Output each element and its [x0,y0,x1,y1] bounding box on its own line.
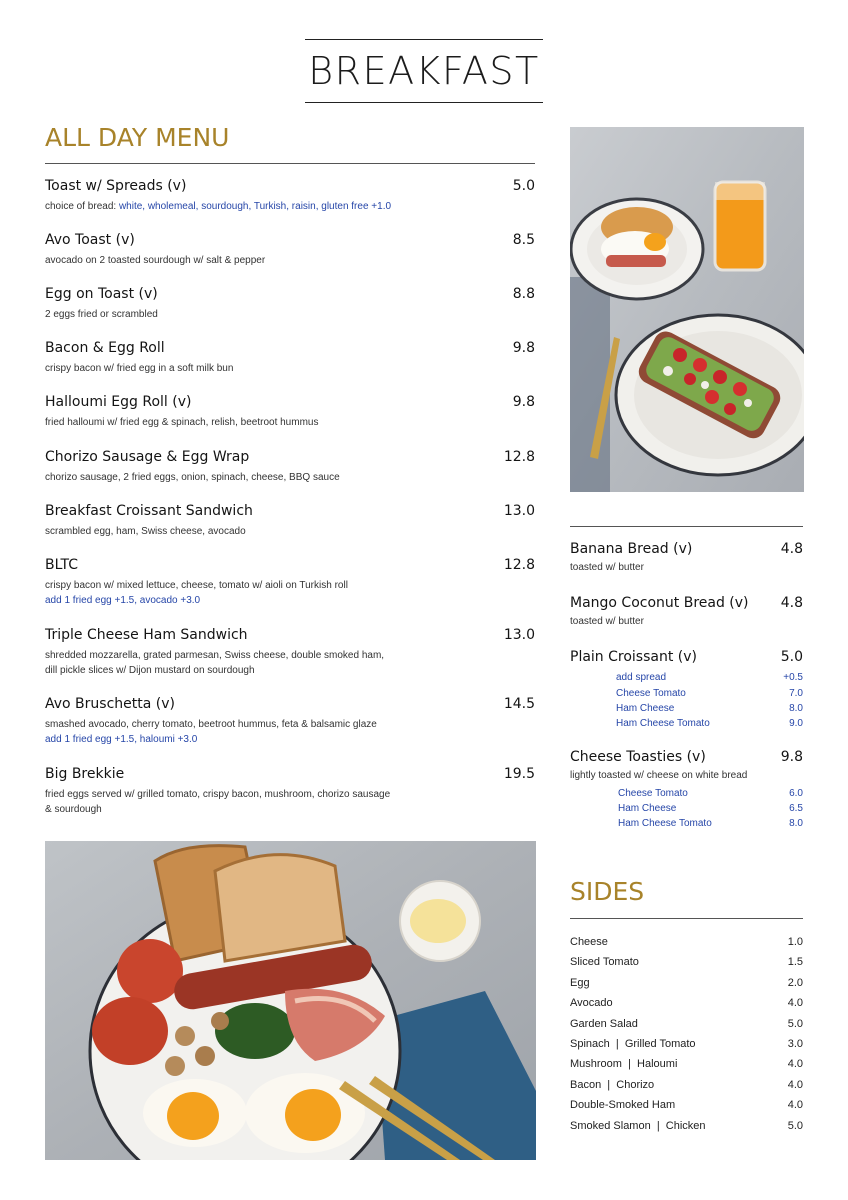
menu-item [45,449,535,485]
menu-item [45,627,535,678]
side-item [570,1099,803,1119]
menu-item-addons: add 1 fried egg +1.5, avocado +3.0 [45,595,201,606]
menu-item-name: Cheese Toasties (v) [570,749,706,765]
heading-divider [45,163,535,164]
menu-item-desc: chorizo sausage, 2 fried eggs, onion, spinach, cheese, BBQ sauce [45,472,340,483]
menu-item-price: 8.5 [512,232,535,248]
side-item [570,1038,803,1058]
menu-item-price: 8.8 [512,286,535,302]
menu-item-name: Halloumi Egg Roll (v) [45,394,192,410]
side-price: 4.0 [787,1058,803,1071]
menu-item-desc: scrambled egg, ham, Swiss cheese, avocado [45,526,246,537]
menu-item [570,649,803,665]
side-price: 4.0 [787,1099,803,1112]
side-item [570,956,803,976]
menu-item-desc: lightly toasted w/ cheese on white bread [570,770,748,781]
sub-option [616,718,803,732]
menu-item-desc: crispy bacon w/ fried egg in a soft milk bun [45,363,234,374]
menu-item-desc: fried halloumi w/ fried egg & spinach, relish, beetroot hummus [45,417,319,428]
menu-item-name: Triple Cheese Ham Sandwich [45,627,248,643]
side-price: 4.0 [787,1078,803,1091]
sub-option [616,703,803,717]
sub-option-price: 8.0 [789,703,803,714]
menu-item-desc [45,648,535,678]
menu-item-desc: 2 eggs fried or scrambled [45,309,158,320]
side-name: Cheese [570,936,608,948]
menu-item-desc: smashed avocado, cherry tomato, beetroot hummus, feta & balsamic glaze [45,719,377,730]
sub-option [618,788,803,802]
menu-item-name: BLTC [45,557,78,573]
menu-item [45,340,535,376]
menu-item-price: 9.8 [512,394,535,410]
menu-item-price: 13.0 [503,503,535,519]
menu-item-price: 14.5 [503,696,535,712]
menu-item [45,766,535,817]
bread-options: white, wholemeal, sourdough, Turkish, raisin, gluten free +1.0 [118,201,392,212]
side-item [570,1018,803,1038]
sub-option-price: 7.0 [789,688,803,699]
side-name: Avocado [570,997,613,1010]
menu-item-name: Breakfast Croissant Sandwich [45,503,253,519]
side-name: Mushroom | Haloumi [570,1058,678,1071]
menu-item-name: Banana Bread (v) [570,541,693,557]
menu-item-name: Avo Bruschetta (v) [45,696,175,712]
sub-option-label: Cheese Tomato [616,688,686,699]
menu-item-name: Bacon & Egg Roll [45,340,165,356]
sub-option [618,803,803,817]
sub-option-label: Ham Cheese [618,803,677,814]
sub-option-price: 8.0 [789,818,803,829]
side-item [570,936,803,956]
menu-item-price: 12.8 [503,449,535,465]
menu-item-desc: crispy bacon w/ mixed lettuce, cheese, tomato w/ aioli on Turkish roll [45,580,348,591]
sides-heading: SIDES [570,877,645,906]
menu-item-price: 12.8 [503,557,535,573]
sub-option-price: 9.0 [789,718,803,729]
menu-item-price: 4.8 [780,541,803,557]
menu-item-addons: add 1 fried egg +1.5, haloumi +3.0 [45,734,198,745]
sub-option-price: +0.5 [783,672,803,683]
menu-item-price: 4.8 [780,595,803,611]
sub-option [616,688,803,702]
avo-toast-photo [570,127,804,492]
sub-option-label: Cheese Tomato [618,788,688,799]
menu-item-price: 13.0 [503,627,535,643]
menu-item-price: 5.0 [512,178,535,194]
side-price: 5.0 [787,1119,803,1132]
sub-option [618,818,803,832]
menu-item-desc: toasted w/ butter [570,616,644,627]
menu-item [45,557,535,608]
sub-option-label: Ham Cheese [616,703,675,714]
menu-item [45,696,535,747]
desc-line-2: & sourdough [45,804,102,815]
menu-item-name: Big Brekkie [45,766,125,782]
side-item [570,1058,803,1078]
side-price: 3.0 [787,1037,803,1050]
side-price: 1.5 [787,956,803,969]
side-price: 1.0 [787,936,803,948]
menu-item [570,749,803,781]
side-price: 5.0 [787,1017,803,1030]
menu-item [570,595,803,627]
menu-item [45,178,535,214]
menu-item-name: Egg on Toast (v) [45,286,158,302]
sub-option-label: add spread [616,672,667,683]
side-item [570,997,803,1017]
menu-item-desc [45,787,535,817]
side-name: Garden Salad [570,1017,638,1030]
menu-item [45,232,535,268]
all-day-menu-heading: ALL DAY MENU [45,123,230,152]
title-frame [305,39,543,103]
menu-item-desc: avocado on 2 toasted sourdough w/ salt & pepper [45,255,266,266]
menu-item-desc [45,199,535,214]
side-item [570,1079,803,1099]
side-price: 2.0 [787,976,803,989]
side-name: Bacon | Chorizo [570,1078,655,1091]
sides-list [570,936,803,1140]
sub-option-price: 6.5 [789,803,803,814]
side-price: 4.0 [787,997,803,1010]
sub-option-price: 6.0 [789,788,803,799]
menu-item-price: 19.5 [503,766,535,782]
menu-item [45,394,535,430]
menu-item-name: Chorizo Sausage & Egg Wrap [45,449,250,465]
sub-option [616,672,803,686]
page-title: BREAKFAST [308,49,540,93]
menu-item-name: Mango Coconut Bread (v) [570,595,749,611]
menu-item-name: Toast w/ Spreads (v) [45,178,187,194]
sub-option-label: Ham Cheese Tomato [616,718,710,729]
menu-item-price: 9.8 [512,340,535,356]
right-divider [570,526,803,527]
big-brekkie-image [45,841,536,1160]
desc-text: choice of bread: [45,201,119,212]
side-name: Spinach | Grilled Tomato [570,1037,696,1050]
desc-line-2: dill pickle slices w/ Dijon mustard on sourdough [45,665,255,676]
desc-line-1: shredded mozzarella, grated parmesan, Swiss cheese, double smoked ham, [45,650,385,661]
big-brekkie-photo [45,841,536,1160]
menu-item-name: Avo Toast (v) [45,232,135,248]
menu-item-name: Plain Croissant (v) [570,649,697,665]
menu-item [45,503,535,539]
menu-item-price: 5.0 [780,649,803,665]
side-name: Double-Smoked Ham [570,1099,676,1112]
sides-divider [570,918,803,919]
avo-toast-image [570,127,804,492]
side-item [570,977,803,997]
desc-line-1: fried eggs served w/ grilled tomato, crispy bacon, mushroom, chorizo sausage [45,789,391,800]
side-item [570,1120,803,1140]
side-name: Egg [570,976,590,989]
side-name: Smoked Slamon | Chicken [570,1119,706,1132]
menu-item [45,286,535,322]
menu-item-desc: toasted w/ butter [570,562,644,573]
menu-item-price: 9.8 [780,749,803,765]
side-name: Sliced Tomato [570,956,639,969]
sub-option-label: Ham Cheese Tomato [618,818,712,829]
menu-item [570,541,803,573]
